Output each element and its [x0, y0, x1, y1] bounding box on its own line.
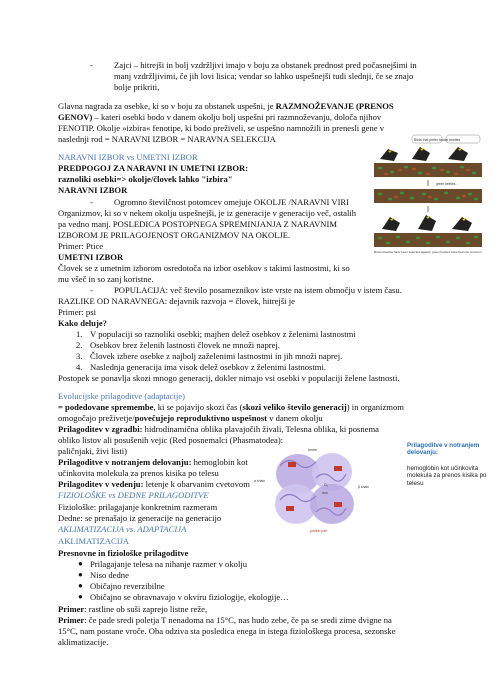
def-text: , ki se pojavijo skozi čas (: [153, 402, 243, 412]
intro-line-3: bolje prikriti,: [114, 82, 160, 92]
def-l2-end: v danem okolju: [267, 413, 323, 423]
artificial-title: UMETNI IZBOR: [58, 252, 124, 262]
example-1: [58, 604, 207, 615]
artificial-line-2: mu všeč in so zanj koristne.: [58, 274, 154, 284]
selection-subheading: PREDPOGOJ ZA NARAVNI IN UMETNI IZBOR:: [58, 163, 249, 173]
natural-line-2: Organizmov, ki so v nekem okolju uspešnejši, je iz generacije v generacijo več, ostalih: [58, 208, 357, 218]
behav-line: [58, 479, 250, 490]
struct-bold: Prilagoditev v zgradbi:: [58, 424, 143, 434]
label-beta: β chain: [358, 485, 369, 489]
def-text-2: ) in organizmom: [346, 402, 404, 412]
def-bold-2: skozi veliko število generacij: [242, 402, 347, 412]
bullet-2: ●: [78, 570, 83, 579]
natural-line-1: Ogromno številčnost potomcev omejuje OKOLJE /NARAVNI VIRI: [114, 197, 350, 207]
example-2-line-2: 15°C, nam postane vroče. Oba odziva sta posledica enega in istega fiziološkega procesa, sezonske: [58, 626, 396, 636]
difference-line: RAZLIKE OD NARAVNEGA: dejavnik razvoja = človek, hitrejši je: [58, 296, 295, 306]
bird-panel-3: [374, 215, 482, 247]
behav-bold: Prilagoditev v vedenju:: [58, 479, 144, 489]
hered-def: Dedne: se prenašajo iz generacije na generacijo: [58, 513, 222, 523]
hemoglobin-molecule: [275, 453, 354, 524]
step-number-1: 1.: [76, 329, 83, 339]
ex1-text: : rastline ob suši zaprejo listne reže,: [84, 604, 208, 614]
bird-panel-2: [374, 189, 482, 203]
struct-line-2: obliko listov ali posušenih vejic (Red posnemalci (Phasmatodea):: [58, 435, 284, 445]
phys-def: Fiziološke: prilagajanje konkretnim razmeram: [58, 502, 218, 512]
func-text: hemoglobin kot: [191, 457, 248, 467]
phys-heading: FIZIOLOŠKE vs DEDNE PRILAGODITVE: [58, 490, 209, 500]
selection-prereq: raznoliki osebki=> okolje/človek lahko "izbira": [58, 174, 233, 184]
how-title: Kako deluje?: [58, 318, 107, 328]
accl-heading: AKLIMATIZACIJA vs. ADAPTACIJA: [58, 524, 187, 534]
award-bold-genes: GENOV): [58, 112, 93, 122]
intro-line-1: Zajci – hitrejši in bolj vzdržljivi imajo v boju za obstanek prednost pred počasnejšimi in: [114, 60, 417, 70]
label-iron: iron: [322, 491, 328, 495]
adaptations-heading: Evolucijske prilagoditve (adaptacije): [58, 391, 185, 401]
natural-title: NARAVNI IZBOR: [58, 185, 128, 195]
bird-caption-mid: green beetles...: [436, 182, 458, 186]
accl-item-3: Običajno reverzibilne: [90, 581, 165, 591]
step-1: V populaciji so raznoliki osebki; majhen delež osebkov z želenimi lastnostmi: [90, 329, 356, 339]
ex1-bold: Primer: [58, 604, 85, 614]
bird-caption-top: Birds that prefer brown beetles: [414, 138, 461, 142]
hemoglobin-annotation-body: hemoglobin kot učinkovita molekula za prenos kisika po telesu: [407, 465, 487, 487]
ex2-bold: Primer: [58, 615, 85, 625]
func-line-1: [58, 457, 248, 468]
step-2: Osebkov brez želenih lastnosti človek ne množi naprej.: [90, 340, 280, 350]
bullet-4: ●: [78, 592, 83, 601]
selection-summary: Postopek se ponavlja skozi mnogo generacij, dokler nimajo vsi osebki v populaciji želene lastnosti.: [58, 373, 400, 383]
adaptations-def-line-1: [58, 402, 404, 413]
natural-line-4: IZBOROM JE PRILAGOJENOST ORGANIZMOV NA OKOLJE.: [58, 230, 291, 240]
struct-text: hidrodinamična oblika plavajočih živali, Telesna oblika, ki posnema: [142, 424, 379, 434]
ex2-text: : če pade sredi poletja T nenadoma na 15°C, nas hudo zebe, če pa se sredi zime dvigne na: [84, 615, 392, 625]
natural-line-3: pa vedno manj. POSLEDICA POSTOPNEGA SPREMINJANJA Z NARAVNIM: [58, 219, 338, 229]
step-3: Človek izbere osebke z najbolj zaželenimi lastnostmi in jih množi naprej.: [90, 351, 343, 361]
example-2-line-3: aklimatizacije.: [58, 637, 109, 647]
behav-text: letenje k obarvanim cvetovom: [143, 479, 250, 489]
label-o2: O₂: [324, 483, 329, 487]
accl-title: AKLIMATIZACIJA: [58, 536, 130, 546]
example-2-line-1: [58, 615, 392, 626]
award-bold: RAZMNOŽEVANJE (PRENOS: [275, 101, 394, 111]
step-4: Naslednja generacija ima visok delež osebkov z želenimi lastnostmi.: [90, 362, 327, 372]
award-text-2: – kateri osebki bodo v danem okolju bolj uspešni pri razmnoževanju, določa njihov: [92, 112, 382, 122]
award-line-3: FENOTIP. Okolje »izbira« fenotipe, ki bodo preživeli, se uspešno namnožili in prenesli gene v: [58, 123, 385, 133]
step-number-4: 4.: [76, 362, 83, 372]
def-l2-text: omogočajo preživetje/: [58, 413, 135, 423]
hemoglobin-graphic: [250, 442, 406, 534]
def-l2-bold: povečujejo reproduktivno uspešnost: [134, 413, 268, 423]
accl-item-2: Niso dedne: [90, 570, 129, 580]
label-alpha: α chain: [254, 479, 266, 483]
label-protein: protein part: [310, 529, 328, 533]
bird-panel-1: [374, 147, 482, 177]
award-line-4: naslednji rod = NARAVNI IZBOR = NARAVNA SELEKCIJA: [58, 134, 276, 144]
step-number-3: 3.: [76, 351, 83, 361]
award-line-2: [58, 112, 381, 123]
natural-example: Primer: Ptice: [58, 241, 104, 251]
intro-line-2: manj vzdržljivimi, če jih lovi lisica; vendar so lahko uspešnejši tudi slednji, če se znajo: [114, 71, 414, 81]
adaptations-def-line-2: [58, 413, 323, 424]
award-text: Glavna nagrada za osebke, ki so v boju za obstanek uspešni, je: [58, 101, 276, 111]
intro-dash: -: [90, 60, 93, 70]
hemoglobin-figure: [250, 442, 406, 534]
struct-line-3: paličnjaki, živi listi): [58, 446, 127, 456]
func-line-2: učinkovita molekula za prenos kisika po telesu: [58, 468, 219, 478]
artificial-example: Primer: psi: [58, 307, 96, 317]
func-bold: Prilagoditve v notranjem delovanju:: [58, 457, 192, 467]
bird-selection-figure: [372, 133, 484, 281]
step-number-2: 2.: [76, 340, 83, 350]
population-dash: -: [90, 285, 93, 295]
population-line: POPULACIJA: več število posameznikov iste vrste na istem območju v istem času.: [114, 285, 402, 295]
label-heme: heme: [308, 448, 317, 452]
def-bold: = podedovane spremembe: [58, 402, 154, 412]
bullet-1: ●: [78, 559, 83, 568]
bullet-3: ●: [78, 581, 83, 590]
hemoglobin-annotation-title: Prilagoditve v notranjem delovanju:: [407, 442, 480, 457]
struct-line-1: [58, 424, 379, 435]
selection-heading: NARAVNI IZBOR vs UMETNI IZBOR: [58, 152, 198, 162]
accl-item-1: Prilagajanje telesa na nihanje razmer v okolju: [90, 559, 248, 569]
bird-selection-graphic: [372, 133, 484, 281]
natural-dash: -: [90, 197, 93, 207]
bird-caption-bottom: Brown beetles have been selected against; green beetles have become common: [374, 250, 482, 254]
artificial-line-1: Človek se z umetnim izborom osredotoča na izbor osebkov s takimi lastnostmi, ki so: [58, 263, 350, 273]
accl-item-4: Običajno se obravnavajo v okviru fiziologije, ekologije…: [90, 592, 289, 602]
award-line-1: [58, 101, 394, 112]
accl-sub: Presnovne in fiziološke prilagoditve: [58, 548, 189, 558]
